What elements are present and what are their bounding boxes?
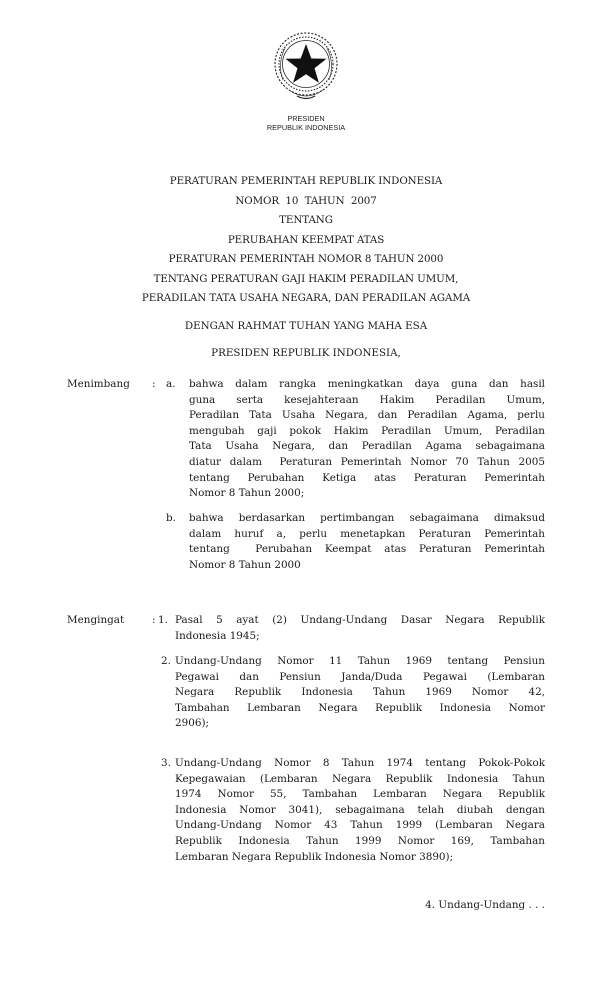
item-text	[189, 511, 545, 573]
text-line: Undang-Undang Nomor 8 Tahun 1974 tentang Pokok-Pokok	[175, 757, 545, 769]
text-line: Tata Usaha Negara, dan Peradilan Agama sebagaimana	[189, 440, 545, 453]
item-marker: 2.	[161, 655, 171, 667]
item-marker: 3.	[161, 757, 171, 769]
text-line: tentang Perubahan Keempat atas Peraturan Pemerintah	[189, 543, 545, 556]
item-marker: a.	[166, 378, 176, 390]
text-line: Republik Indonesia Tahun 1999 Nomor 169, Tambahan	[175, 834, 545, 847]
text-line: Undang-Undang Nomor 43 Tahun 1999 (Lembaran Negara	[175, 819, 545, 832]
title-line: PERATURAN PEMERINTAH REPUBLIK INDONESIA	[169, 175, 443, 187]
item-marker: 1.	[158, 614, 168, 626]
text-line: bahwa dalam rangka meningkatkan daya guna dan hasil	[189, 378, 545, 390]
text-line: Kepegawaian (Lembaran Negara Republik Indonesia Tahun	[175, 772, 545, 785]
text-line: Negara Republik Indonesia Tahun 1969 Nomor 42,	[175, 686, 545, 699]
emblem-caption-president: PRESIDEN	[287, 114, 325, 123]
blessing-line: DENGAN RAHMAT TUHAN YANG MAHA ESA	[184, 320, 428, 332]
text-line: diatur dalam Peraturan Pemerintah Nomor 70 Tahun 2005	[189, 455, 545, 468]
title-line: PERATURAN PEMERINTAH NOMOR 8 TAHUN 2000	[168, 253, 444, 265]
text-line: Undang-Undang Nomor 11 Tahun 1969 tentang Pensiun	[175, 655, 545, 667]
page-continuation: 4. Undang-Undang . . .	[425, 899, 545, 911]
text-line: Indonesia 1945;	[175, 629, 260, 642]
item-marker: b.	[166, 512, 176, 524]
text-line: dalam huruf a, perlu menetapkan Peraturan Pemerintah	[189, 527, 545, 540]
text-line: mengubah gaji pokok Hakim Peradilan Umum, Peradilan	[189, 424, 545, 437]
mengingat-label: Mengingat	[67, 614, 125, 626]
item-text	[175, 654, 545, 732]
text-line: Indonesia Nomor 3041), sebagaimana telah diubah dengan	[175, 803, 545, 816]
text-line: Tambahan Lembaran Negara Republik Indonesia Nomor	[175, 701, 545, 714]
text-line: Peradilan Tata Usaha Negara, dan Peradilan Agama, perlu	[189, 409, 545, 422]
president-line: PRESIDEN REPUBLIK INDONESIA,	[211, 347, 401, 359]
text-line: Nomor 8 Tahun 2000;	[189, 487, 305, 500]
text-line: Lembaran Negara Republik Indonesia Nomor 3890);	[175, 850, 454, 863]
text-line: bahwa berdasarkan pertimbangan sebagaimana dimaksud	[189, 512, 545, 524]
title-line: PERUBAHAN KEEMPAT ATAS	[227, 233, 385, 246]
item-text	[175, 613, 545, 644]
text-line: Pegawai dan Pensiun Janda/Duda Pegawai (Lembaran	[175, 670, 545, 683]
item-text	[175, 756, 545, 865]
menimbang-colon: :	[152, 378, 156, 390]
menimbang-label: Menimbang	[67, 378, 130, 390]
mengingat-colon: :	[152, 614, 156, 626]
emblem-caption-republic: REPUBLIK INDONESIA	[266, 123, 346, 132]
garuda-emblem-icon	[269, 24, 343, 108]
text-line: guna serta kesejahteraan Hakim Peradilan Umum,	[189, 393, 545, 406]
text-line: tentang Perubahan Ketiga atas Peraturan Pemerintah	[189, 471, 545, 484]
title-number: NOMOR 10 TAHUN 2007	[235, 194, 377, 207]
title-line: TENTANG PERATURAN GAJI HAKIM PERADILAN UMUM,	[153, 272, 459, 285]
text-line: Nomor 8 Tahun 2000	[189, 558, 301, 571]
text-line: 1974 Nomor 55, Tambahan Lembaran Negara Republik	[175, 788, 545, 801]
title-line: PERADILAN TATA USAHA NEGARA, DAN PERADILAN AGAMA	[141, 292, 471, 304]
title-line: TENTANG	[279, 214, 333, 226]
text-line: Pasal 5 ayat (2) Undang-Undang Dasar Negara Republik	[175, 614, 545, 626]
regulation-title	[0, 172, 612, 309]
item-text	[189, 377, 545, 502]
text-line: 2906);	[175, 717, 209, 730]
